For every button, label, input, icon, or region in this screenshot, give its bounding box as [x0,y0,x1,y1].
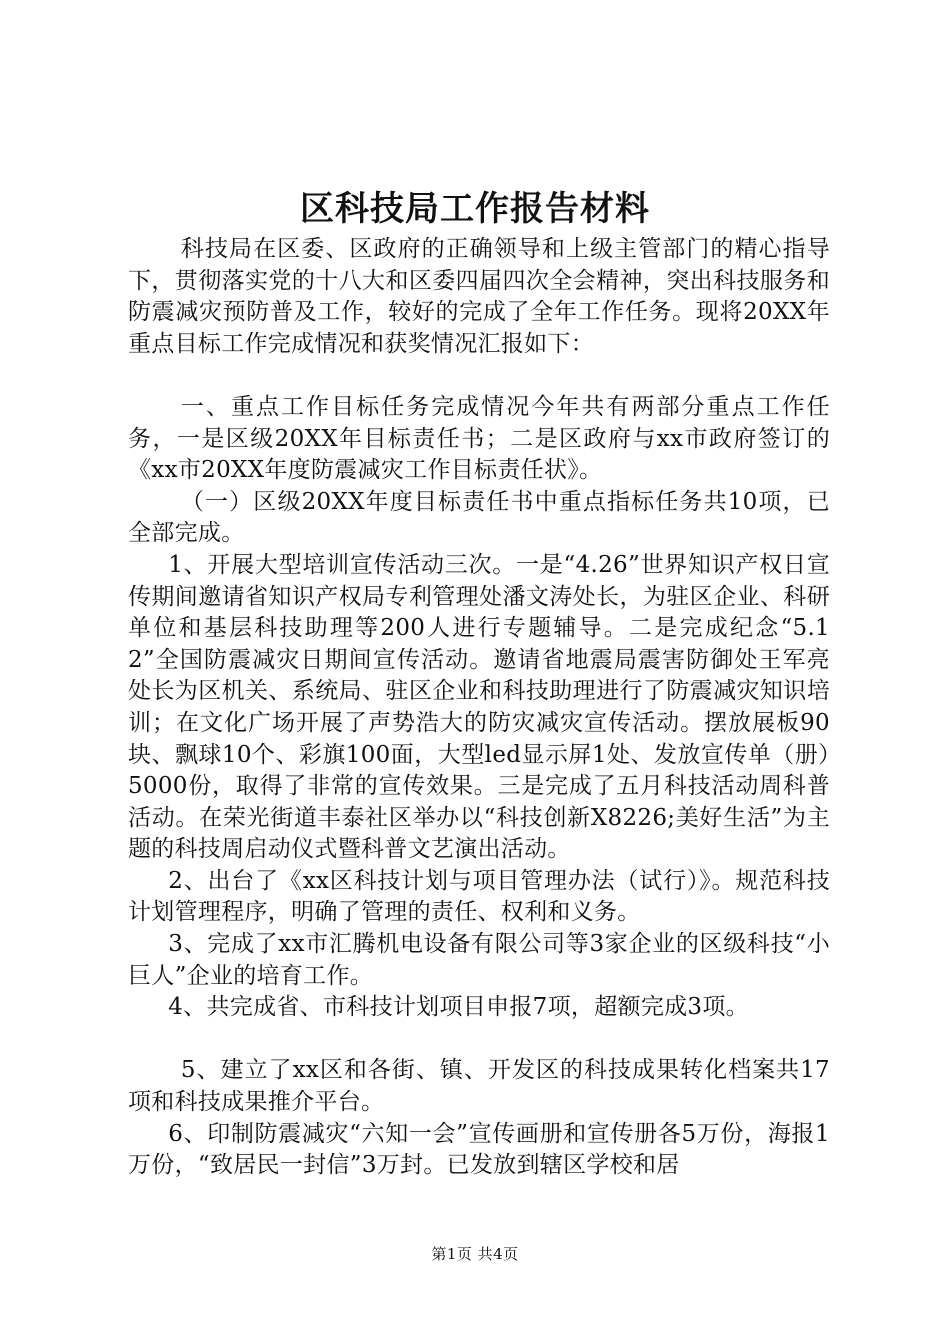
paragraph-gap [128,360,830,392]
paragraph-item-2: 2、出台了《xx区科技计划与项目管理办法（试行）》。规范科技计划管理程序，明确了管理的责任、权利和义务。 [128,867,830,926]
page-number: 第1页 共4页 [431,1245,519,1263]
paragraph-gap [128,1024,830,1056]
paragraph-subsection-1: （一）区级20XX年度目标责任书中重点指标任务共10项，已全部完成。 [128,488,830,547]
paragraph-item-1: 1、开展大型培训宣传活动三次。一是“4.26”世界知识产权日宣传期间邀请省知识产权局专利管理处潘文涛处长，为驻区企业、科研单位和基层科技助理等200人进行专题辅导。二是完成纪念“5.12”全国防震减灾日期间宣传活动。邀请省地震局震害防御处王军亮处长为区机关、系统局、驻区企业和科技助理进行了防震减灾知识培训；在文化广场开展了声势浩大的防灾减灾宣传活动。摆放展板90块、飘球10个、彩旗100面，大型led显示屏1处、发放宣传单（册）5000份，取得了非常的宣传效果。三是完成了五月科技活动周科普活动。在荣光街道丰泰社区举办以“科技创新X8226;美好生活”为主题的科技周启动仪式暨科普文艺演出活动。 [128,551,830,863]
paragraph-intro: 科技局在区委、区政府的正确领导和上级主管部门的精心指导下，贯彻落实党的十八大和区委四届四次全会精神，突出科技服务和防震减灾预防普及工作，较好的完成了全年工作任务。现将20XX年重点目标工作完成情况和获奖情况汇报如下： [128,236,830,357]
document-title: 区科技局工作报告材料 [300,189,650,229]
paragraph-item-6: 6、印制防震减灾“六知一会”宣传画册和宣传册各5万份，海报1万份，“致居民一封信”3万封。已发放到辖区学校和居 [128,1120,830,1179]
paragraph-section-1: 一、重点工作目标任务完成情况今年共有两部分重点工作任务，一是区级20XX年目标责任书；二是区政府与xx市政府签订的《xx市20XX年度防震减灾工作目标责任状》。 [128,393,830,484]
paragraph-item-5: 5、建立了xx区和各街、镇、开发区的科技成果转化档案共17项和科技成果推介平台。 [128,1057,830,1116]
document-body [128,234,830,1182]
paragraph-item-3: 3、完成了xx市汇腾机电设备有限公司等3家企业的区级科技“小巨人”企业的培育工作。 [128,931,830,989]
paragraph-item-4: 4、共完成省、市科技计划项目申报7项，超额完成3项。 [168,994,749,1021]
